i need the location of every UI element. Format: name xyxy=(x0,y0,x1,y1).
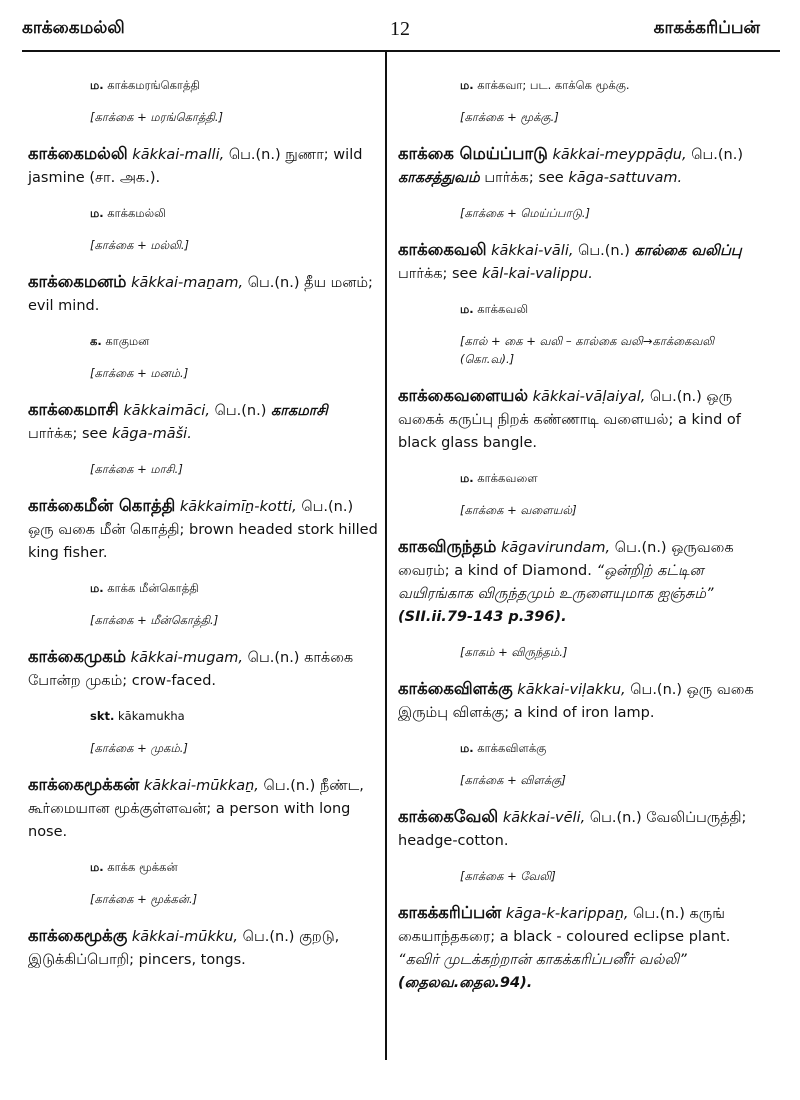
dictionary-entry xyxy=(28,270,380,318)
header-left-guideword: காக்கைமல்லி xyxy=(22,18,125,38)
definition: பெ.(n.) நீண்ட, கூர்மையான மூக்குள்ளவன்; a person with long nose. xyxy=(28,778,364,840)
headword: காக்கைமல்லி xyxy=(28,144,128,163)
page-header xyxy=(0,0,800,54)
transliteration: kākkai-vāli, xyxy=(491,243,574,259)
etymology: [காக்கை + மாசி.] xyxy=(90,462,183,476)
etymology: [கால் + கை + வலி – கால்கை வலி→காக்கைவலி (கொ.வ).] xyxy=(460,334,715,366)
dictionary-entry xyxy=(28,645,380,693)
quotation: “ஒன்றிற் கட்டின வயிரங்காக விருந்தமும் உருளையுமாக ஐஞ்சும்” xyxy=(398,563,714,602)
headword: காக்கைவிளக்கு xyxy=(398,679,513,698)
cognate-line: ம. காக்க மூக்கன் xyxy=(90,860,178,874)
headword: காக்கைமீன் கொத்தி xyxy=(28,496,176,515)
transliteration: kākkai-mūkkaṉ, xyxy=(143,778,259,794)
etymology: [காக்கை + விளக்கு] xyxy=(460,773,566,787)
cognate-line: skt. kākamukha xyxy=(90,709,185,723)
headword: காக்கைமாசி xyxy=(28,400,119,419)
cognate-line: ம. காக்கவலி xyxy=(460,302,529,316)
transliteration: kākkai-malli, xyxy=(132,147,225,163)
definition: பெ.(n.) காக்கை போன்ற முகம்; crow-faced. xyxy=(28,650,354,689)
quotation: “கவிர் முடக்கற்றான் காகக்கரிப்பனீர் வல்லி” xyxy=(398,952,687,968)
transliteration: kāga-k-karippaṉ, xyxy=(505,906,629,922)
dictionary-entry xyxy=(398,901,770,995)
headword: காக்கைவலி xyxy=(398,240,487,259)
etymology: [காக்கை + முகம்.] xyxy=(90,741,188,755)
transliteration: kākkai-mūkku, xyxy=(131,929,239,945)
definition: பெ.(n.) கருங் கையாந்தகரை; a black - coloured eclipse plant. xyxy=(398,906,731,945)
headword: காகவிருந்தம் xyxy=(398,537,497,556)
etymology: [காக்கை + மெய்ப்பாடு.] xyxy=(460,206,590,220)
definition: பெ.(n.) நுணா; wild jasmine (சா. அக.). xyxy=(28,147,363,186)
dictionary-entry xyxy=(28,494,380,565)
column-divider xyxy=(385,52,387,1060)
transliteration: kākkai-maṉam, xyxy=(131,275,244,291)
headword: காக்கை மெய்ப்பாடு xyxy=(398,144,548,163)
transliteration: kākkaimīṉ-kotti, xyxy=(179,499,297,515)
headword: காகக்கரிப்பன் xyxy=(398,903,502,922)
dictionary-entry xyxy=(28,142,380,190)
transliteration: kākkai-meyppāḍu, xyxy=(552,147,687,163)
definition: பெ.(n.) ஒரு வகை மீன் கொத்தி; brown headed stork hilled king fisher. xyxy=(28,499,378,561)
citation: (SII.ii.79-143 p.396). xyxy=(398,609,567,625)
dictionary-entry xyxy=(28,773,380,844)
definition: பெ.(n.) ஒரு வகை இரும்பு விளக்கு; a kind of iron lamp. xyxy=(398,682,754,721)
dictionary-entry xyxy=(398,384,770,455)
cross-reference: காகமாசி xyxy=(270,403,328,419)
cognate-line: க. காகுமன xyxy=(90,334,150,348)
right-column xyxy=(398,76,770,1009)
header-right-guideword: காகக்கரிப்பன் xyxy=(653,18,760,38)
definition: பெ.(n.) குறடு, இடுக்கிப்பொறி; pincers, tongs. xyxy=(28,929,340,968)
definition: பெ.(n.) தீய மனம்; evil mind. xyxy=(28,275,373,314)
cross-reference: கால்கை வலிப்பு xyxy=(634,243,742,259)
dictionary-entry: காக்கைமாசி kākkaimāci, பெ.(n.) காகமாசி பார்க்க; see kāga-māši. xyxy=(28,400,328,442)
cognate-line: ம. காக்கவளை xyxy=(460,471,538,485)
etymology: [காக்கை + வேலி] xyxy=(460,869,556,883)
transliteration: kākkaimāci, xyxy=(123,403,210,419)
cognate-line: ம. காக்கமல்லி xyxy=(90,206,166,220)
cognate-line: ம. காக்கவிளக்கு xyxy=(460,741,547,755)
definition: பெ.(n.) ஒரு வகைக் கருப்பு நிறக் கண்ணாடி வளையல்; a kind of black glass bangle. xyxy=(398,389,741,451)
cross-reference: காகசத்துவம் xyxy=(398,170,480,186)
dictionary-entry xyxy=(28,924,380,972)
transliteration: kākkai-vāḷaiyal, xyxy=(532,389,646,405)
transliteration: kāgavirundam, xyxy=(501,540,611,556)
definition: பெ.(n.) வேலிப்பருத்தி; headge-cotton. xyxy=(398,810,747,849)
headword: காக்கைமனம் xyxy=(28,272,127,291)
headword: காக்கைமூக்கன் xyxy=(28,775,140,794)
etymology: [காக்கை + மீன்கொத்தி.] xyxy=(90,613,219,627)
cognate-line: ம. காக்கமரங்கொத்தி xyxy=(90,78,200,92)
etymology: [காக்கை + மரங்கொத்தி.] xyxy=(90,110,224,124)
etymology: [காக்கை + மூக்கன்.] xyxy=(90,892,198,906)
left-column xyxy=(28,76,380,986)
header-rule xyxy=(22,50,780,52)
dictionary-entry: காக்கைவலி kākkai-vāli, பெ.(n.) கால்கை வலிப்பு பார்க்க; see kāl-kai-valippu. xyxy=(398,240,742,282)
dictionary-entry: காக்கை மெய்ப்பாடு kākkai-meyppāḍu, பெ.(n.) காகசத்துவம் பார்க்க; see kāga-sattuvam. xyxy=(398,144,744,186)
dictionary-entry xyxy=(398,805,770,853)
citation: (தைலவ.தைல.94). xyxy=(398,975,533,991)
headword: காக்கைவளையல் xyxy=(398,386,529,405)
etymology: [காக்கை + வளையல்] xyxy=(460,503,577,517)
headword: காக்கைமூக்கு xyxy=(28,926,128,945)
cognate-line: ம. காக்க மீன்கொத்தி xyxy=(90,581,199,595)
dictionary-entry xyxy=(398,677,770,725)
transliteration: kākkai-mugam, xyxy=(130,650,244,666)
dictionary-entry xyxy=(398,535,770,629)
headword: காக்கைமுகம் xyxy=(28,647,127,666)
transliteration: kākkai-vēli, xyxy=(502,810,586,826)
definition: பெ.(n.) ஒருவகை வைரம்; a kind of Diamond. xyxy=(398,540,734,579)
page-number: 12 xyxy=(390,18,410,40)
headword: காக்கைவேலி xyxy=(398,807,499,826)
etymology: [காக்கை + மல்லி.] xyxy=(90,238,190,252)
cognate-line: ம. காக்கவா; பட. காக்கெ மூக்கு. xyxy=(460,78,630,92)
etymology: [காக்கை + மூக்கு.] xyxy=(460,110,559,124)
etymology: [காக்கை + மனம்.] xyxy=(90,366,189,380)
etymology: [காகம் + விருந்தம்.] xyxy=(460,645,568,659)
transliteration: kākkai-viḷakku, xyxy=(517,682,626,698)
